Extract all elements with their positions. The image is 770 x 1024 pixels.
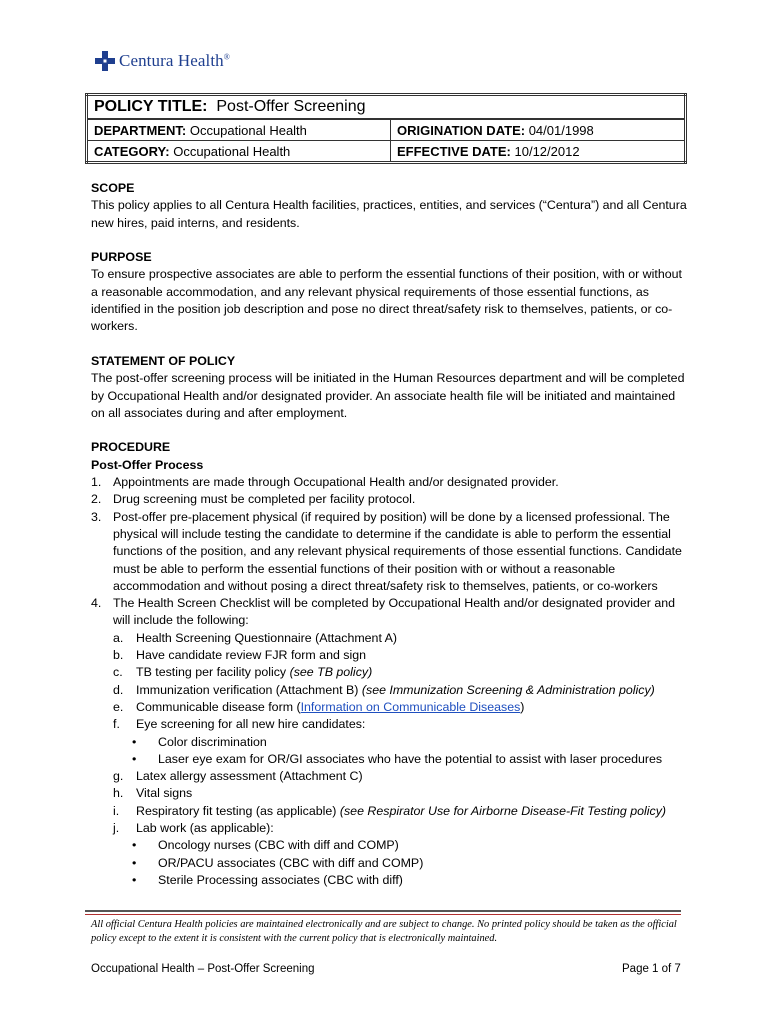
disclaimer-text: All official Centura Health policies are maintained electronically and are subject to change. No printed policy should be taken as the official policy except to the extent it is consistent with the current policy that is electronically maintained.	[91, 919, 677, 944]
origination-value: 04/01/1998	[528, 122, 594, 138]
centura-logo	[94, 48, 230, 74]
policy-title-cell	[87, 95, 686, 120]
list-item: f. Eye screening for all new hire candidates:	[113, 717, 366, 732]
list-item: 4. The Health Screen Checklist will be completed by Occupational Health and/or designated provider and will include the following:	[91, 596, 676, 628]
page-number: Page 1 of 7	[622, 963, 681, 975]
origination-label: ORIGINATION DATE:	[397, 122, 526, 138]
cross-logo-icon	[94, 50, 116, 72]
list-item: e. Communicable disease form (Information on Communicable Diseases)	[113, 699, 525, 714]
effective-label: EFFECTIVE DATE:	[397, 143, 511, 159]
purpose-heading: PURPOSE	[91, 250, 152, 265]
bullet-item: • Oncology nurses (CBC with diff and COMP)	[132, 838, 399, 853]
list-item: c. TB testing per facility policy (see TB policy)	[113, 665, 373, 680]
effective-value: 10/12/2012	[514, 143, 580, 159]
effective-cell	[391, 141, 686, 163]
list-item: b. Have candidate review FJR form and sign	[113, 648, 367, 663]
list-item: g. Latex allergy assessment (Attachment C)	[113, 769, 363, 784]
footer-divider	[85, 910, 681, 912]
category-cell	[87, 141, 391, 163]
procedure-subheading: Post-Offer Process	[91, 457, 204, 472]
category-label: CATEGORY:	[94, 143, 170, 159]
policy-header-table	[85, 93, 687, 164]
list-item: 1. Appointments are made through Occupational Health and/or designated provider.	[91, 475, 559, 490]
scope-heading: SCOPE	[91, 181, 135, 195]
category-value: Occupational Health	[173, 143, 291, 159]
scope-text: This policy applies to all Centura Health facilities, practices, entities, and services (“Centura”) and all Centura new hires, paid interns, and residents.	[91, 198, 687, 230]
department-label: DEPARTMENT:	[94, 122, 187, 138]
purpose-text: To ensure prospective associates are able to perform the essential functions of their position, with or without a reasonable accommodation, and any relevant physical requirements of those essential functions, as identified in the position job description and pose no direct threat/safety risk to themselves, patients, or co-workers.	[91, 267, 682, 334]
list-item: a. Health Screening Questionnaire (Attachment A)	[113, 630, 398, 645]
list-item: h. Vital signs	[113, 786, 193, 801]
department-cell	[87, 119, 391, 141]
bullet-item: • Laser eye exam for OR/GI associates who have the potential to assist with laser procedures	[132, 751, 663, 766]
list-item: i. Respiratory fit testing (as applicable) (see Respirator Use for Airborne Disease-Fit Testing policy)	[113, 803, 667, 818]
footer-divider-accent	[85, 914, 681, 915]
list-item: d. Immunization verification (Attachment B) (see Immunization Screening & Administration policy)	[113, 682, 655, 697]
policy-body	[91, 180, 691, 889]
communicable-diseases-link[interactable]: Information on Communicable Diseases	[300, 699, 521, 714]
list-item: j. Lab work (as applicable):	[113, 820, 274, 835]
list-item: 2. Drug screening must be completed per facility protocol.	[91, 492, 416, 507]
statement-text: The post-offer screening process will be initiated in the Human Resources department and will be completed by Occupational Health and/or designated provider. An associate health file will be initiated and maintained on all associates during and after employment.	[91, 371, 685, 420]
bullet-item: • Color discrimination	[132, 734, 267, 749]
logo-text: Centura Health®	[119, 51, 230, 70]
bullet-item: • Sterile Processing associates (CBC with diff)	[132, 872, 403, 887]
bullet-item: • OR/PACU associates (CBC with diff and COMP)	[132, 855, 424, 870]
policy-title-value: Post-Offer Screening	[216, 98, 366, 115]
list-item: 3. Post-offer pre-placement physical (if required by position) will be done by a licensed professional. The physical will include testing the candidate to determine if the candidate is able to perform the essential functions of the position, and any relevant physical requirements of those essential functions. Candidate must be able to perform the essential functions of their position with or without a reasonable accommodation and without posing a direct threat/safety risk to themselves, patients, or co-workers	[91, 509, 682, 593]
footer-document-name: Occupational Health – Post-Offer Screening	[91, 963, 315, 975]
statement-heading: STATEMENT OF POLICY	[91, 353, 236, 368]
policy-title-label: POLICY TITLE:	[94, 98, 208, 115]
origination-cell	[391, 119, 686, 141]
department-value: Occupational Health	[189, 122, 307, 138]
procedure-heading: PROCEDURE	[91, 440, 171, 455]
